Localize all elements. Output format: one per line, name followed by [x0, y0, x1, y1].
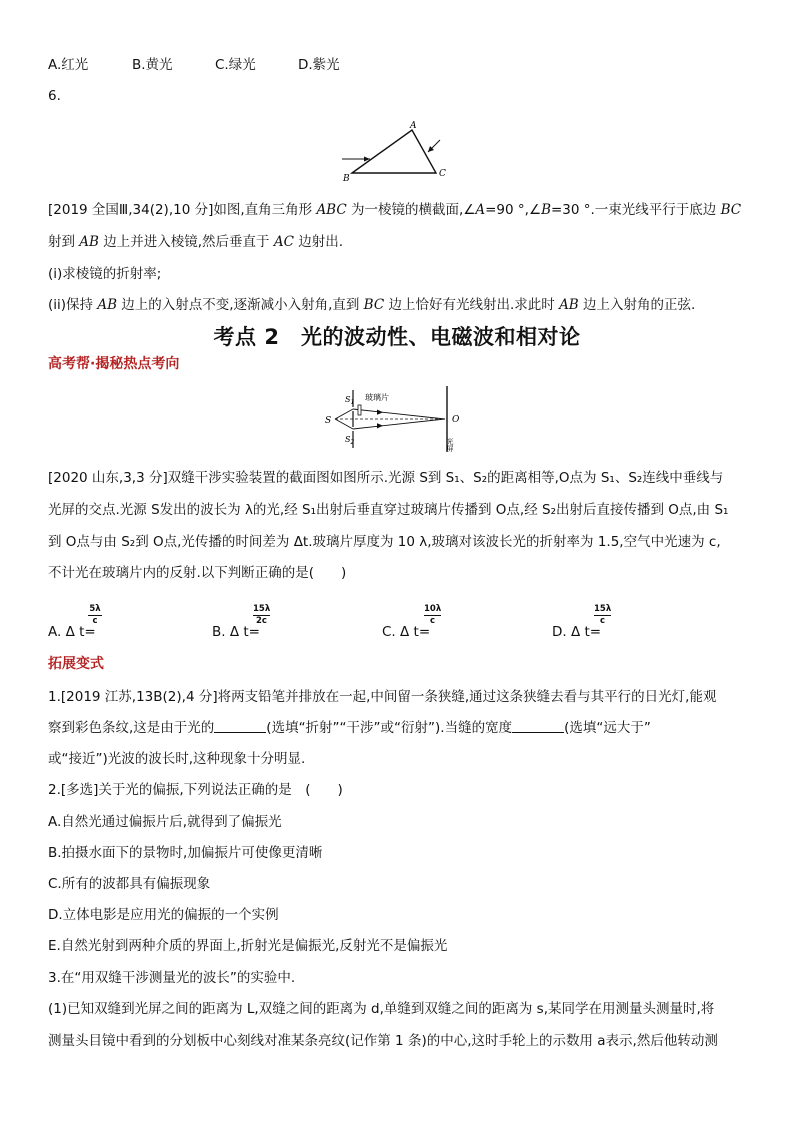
- q6-part-i: (i)求棱镜的折射率;: [48, 266, 162, 282]
- q2020-option-b-label: B. Δ t=: [212, 624, 260, 640]
- q2-option-b: B.拍摄水面下的景物时,加偏振片可使像更清晰: [48, 845, 323, 861]
- point-o-label: O: [452, 415, 460, 425]
- prism-figure: [340, 118, 460, 182]
- glass-label: 玻璃片: [365, 393, 389, 402]
- option-a: A.红光: [48, 57, 89, 73]
- section-title: 考点 2 光的波动性、电磁波和相对论: [213, 325, 581, 349]
- extension-header: 拓展变式: [48, 656, 104, 672]
- q3-part1-line1: (1)已知双缝到光屏之间的距离为 L,双缝之间的距离为 d,单缝到双缝之间的距离为 s,某同学在用测量头测量时,将: [48, 1001, 715, 1017]
- vertex-a-label: A: [410, 121, 417, 131]
- vertex-c-label: C: [439, 169, 446, 179]
- q2020-line4: 不计光在玻璃片内的反射.以下判断正确的是( ): [48, 565, 347, 581]
- q2-option-d: D.立体电影是应用光的偏振的一个实例: [48, 907, 279, 923]
- q6-stem-line2: 射到 AB 边上并进入棱镜,然后垂直于 AC 边射出.: [48, 234, 344, 250]
- slit-s2-label: $S_2$: [345, 435, 355, 446]
- option-d: D.紫光: [298, 57, 340, 73]
- q2020-option-a-label: A. Δ t=: [48, 624, 96, 640]
- q2020-option-b-fraction: 15λ 2c: [253, 604, 271, 626]
- q2020-line1: [2020 山东,3,3 分]双缝干涉实验装置的截面图如图所示.光源 S到 S₁、S₂的距离相等,O点为 S₁、S₂连线中垂线与: [48, 470, 724, 486]
- q2020-line3: 到 O点与由 S₂到 O点,光传播的时间差为 Δt.玻璃片厚度为 10 λ,玻璃对该波长光的折射率为 1.5,空气中光速为 c,: [48, 534, 721, 550]
- q2-stem: 2.[多选]关于光的偏振,下列说法正确的是 ( ): [48, 782, 343, 798]
- gaokaobang-header: 高考帮·揭秘热点考向: [48, 356, 180, 372]
- q2-option-a: A.自然光通过偏振片后,就得到了偏振光: [48, 814, 282, 830]
- q2020-option-c-fraction: 10λ c: [424, 604, 442, 626]
- q2020-option-d-fraction: 15λ c: [594, 604, 612, 626]
- q1-line1: 1.[2019 江苏,13B(2),4 分]将两支铅笔并排放在一起,中间留一条狭缝,通过这条狭缝去看与其平行的日光灯,能观: [48, 689, 717, 705]
- q6-stem-line1: [2019 全国Ⅲ,34(2),10 分]如图,直角三角形 ABC 为一棱镜的横截面,∠A=90 °,∠B=30 °.一束光线平行于底边 BC: [48, 202, 742, 218]
- q3-part1-line2: 测量头目镜中看到的分划板中心刻线对准某条亮纹(记作第 1 条)的中心,这时手轮上的示数用 a表示,然后他转动测: [48, 1033, 718, 1049]
- q2020-option-d-label: D. Δ t=: [552, 624, 602, 640]
- slit-s1-label: $S_1$: [345, 395, 355, 406]
- q1-line3: 或“接近”)光波的波长时,这种现象十分明显.: [48, 751, 306, 767]
- q3-stem: 3.在“用双缝干涉测量光的波长”的实验中.: [48, 970, 296, 986]
- q2020-option-a-fraction: 5λ c: [89, 604, 101, 626]
- q1-line2: 察到彩色条纹,这是由于光的 (选填“折射”“干涉”或“衍射”).当缝的宽度 (选填“远大于”: [48, 720, 651, 736]
- q1-blank-1[interactable]: [214, 732, 266, 733]
- q1-blank-2[interactable]: [512, 732, 564, 733]
- q2020-line2: 光屏的交点.光源 S发出的波长为 λ的光,经 S₁出射后垂直穿过玻璃片传播到 O点,经 S₂出射后直接传播到 O点,由 S₁: [48, 502, 729, 518]
- screen-label: 光屏: [446, 438, 454, 452]
- double-slit-figure: [325, 380, 475, 456]
- source-s-label: S: [325, 416, 332, 426]
- q2-option-e: E.自然光射到两种介质的界面上,折射光是偏振光,反射光不是偏振光: [48, 938, 448, 954]
- q2020-option-c-label: C. Δ t=: [382, 624, 431, 640]
- option-b: B.黄光: [132, 57, 173, 73]
- option-c: C.绿光: [215, 57, 256, 73]
- vertex-b-label: B: [343, 174, 350, 182]
- q6-part-ii: (ii)保持 AB 边上的入射点不变,逐渐减小入射角,直到 BC 边上恰好有光线射出.求此时 AB 边上入射角的正弦.: [48, 297, 696, 313]
- q2-option-c: C.所有的波都具有偏振现象: [48, 876, 211, 892]
- question-number-6: 6.: [48, 88, 61, 104]
